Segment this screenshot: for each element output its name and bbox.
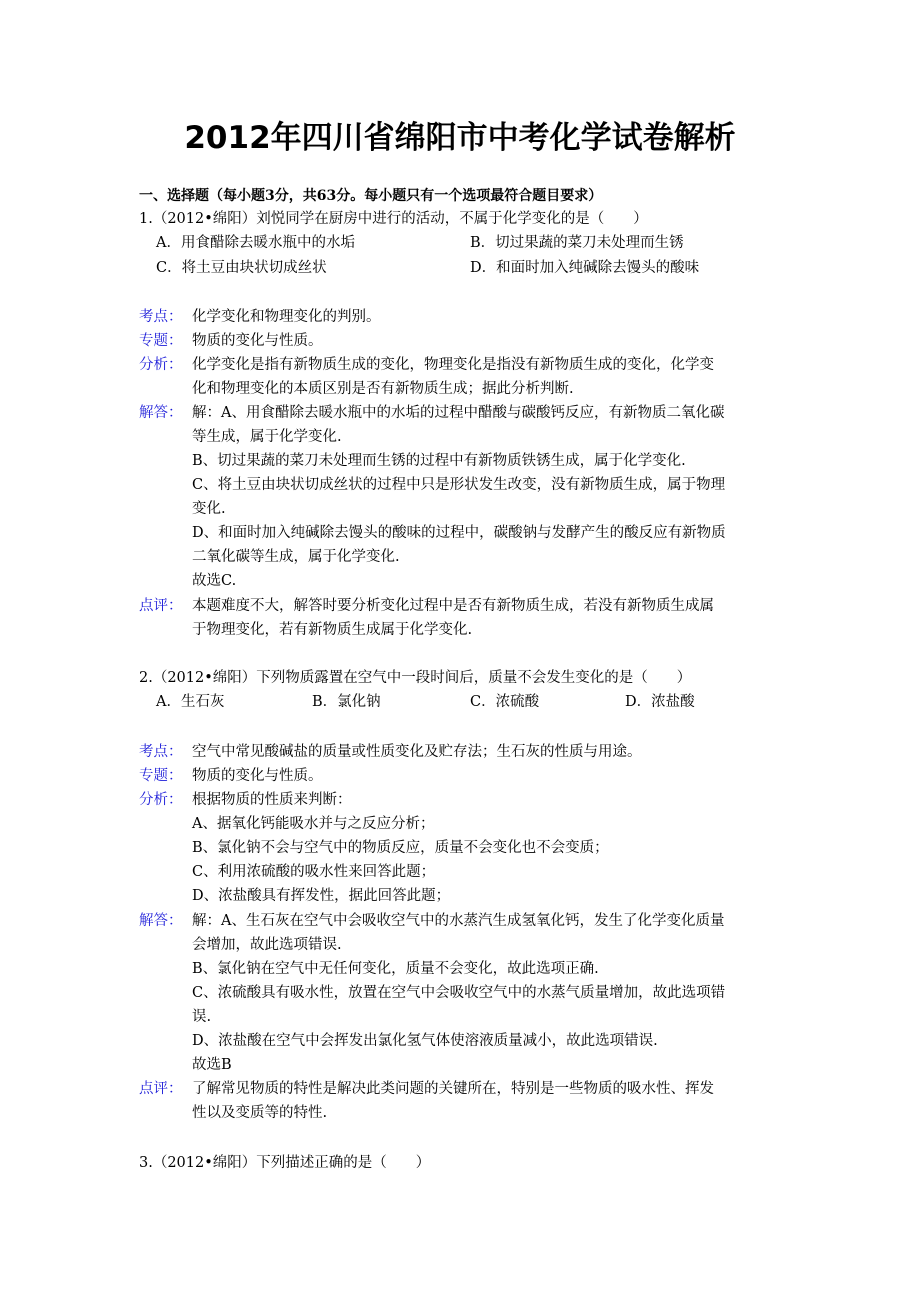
q2-option-d: D．浓盐酸 [625,694,695,710]
q1-option-b: B．切过果蔬的菜刀未处理而生锈 [470,235,684,251]
q2-option-b: B．氯化钠 [312,694,381,710]
q2-option-a: A．生石灰 [156,694,225,710]
q1-zhuanti-label: 专题： [139,333,183,349]
q2-fenxi-line: A、据氧化钙能吸水并与之反应分析； [192,816,435,832]
q1-jieda-line: D、和面时加入纯碱除去馒头的酸味的过程中，碳酸钠与发酵产生的酸反应有新物质 [192,525,726,541]
q2-fenxi-line: B、氯化钠不会与空气中的物质反应，质量不会变化也不会变质； [192,840,609,856]
q1-jieda-line: C、将土豆由块状切成丝状的过程中只是形状发生改变，没有新物质生成，属于物理 [192,477,726,493]
q2-fenxi-line: C、利用浓硫酸的吸水性来回答此题； [192,864,436,880]
q1-option-d: D．和面时加入纯碱除去馒头的酸味 [470,260,700,276]
q1-dianping-line: 于物理变化，若有新物质生成属于化学变化. [192,622,473,638]
q1-jieda-line: 变化. [192,501,226,517]
q2-zhuanti: 物质的变化与性质。 [192,768,323,784]
q2-dianping-label: 点评： [139,1081,183,1097]
q1-kaodian-label: 考点： [139,309,183,325]
q1-kaodian: 化学变化和物理变化的判别。 [192,309,381,325]
q1-jieda-line: 故选C. [192,573,237,589]
q1-fenxi-line: 化学变化是指有新物质生成的变化，物理变化是指没有新物质生成的变化，化学变 [192,357,714,373]
q1-fenxi-line: 化和物理变化的本质区别是否有新物质生成；据此分析判断. [192,381,574,397]
q2-jieda-label: 解答： [139,913,183,929]
q2-jieda-line: B、氯化钠在空气中无任何变化，质量不会变化，故此选项正确. [192,961,599,977]
q1-jieda-line: 解：A、用食醋除去暖水瓶中的水垢的过程中醋酸与碳酸钙反应，有新物质二氧化碳 [192,405,725,421]
q2-dianping-line: 性以及变质等的特性. [192,1105,328,1121]
q2-option-c: C．浓硫酸 [470,694,540,710]
q2-kaodian-label: 考点： [139,744,183,760]
q2-jieda-line: 误. [192,1009,212,1025]
question-2-stem: 2.（2012•绵阳）下列物质露置在空气中一段时间后，质量不会发生变化的是（ ） [139,670,692,686]
question-1-stem: 1.（2012•绵阳）刘悦同学在厨房中进行的活动，不属于化学变化的是（ ） [139,211,648,227]
question-3-stem: 3.（2012•绵阳）下列描述正确的是（ ） [139,1155,431,1171]
q2-jieda-line: C、浓硫酸具有吸水性，放置在空气中会吸收空气中的水蒸气质量增加，故此选项错 [192,985,726,1001]
q2-dianping-line: 了解常见物质的特性是解决此类问题的关键所在，特别是一些物质的吸水性、挥发 [192,1081,714,1097]
q2-zhuanti-label: 专题： [139,768,183,784]
document-title: 2012年四川省绵阳市中考化学试卷解析 [184,120,736,156]
q1-option-c: C．将土豆由块状切成丝状 [156,260,327,276]
section-heading: 一、选择题（每小题3分，共63分。每小题只有一个选项最符合题目要求） [139,188,603,204]
q2-fenxi-line: D、浓盐酸具有挥发性，据此回答此题； [192,888,451,904]
q1-jieda-line: B、切过果蔬的菜刀未处理而生锈的过程中有新物质铁锈生成，属于化学变化. [192,453,686,469]
q2-jieda-line: 会增加，故此选项错误. [192,937,342,953]
q1-jieda-line: 二氧化碳等生成，属于化学变化. [192,549,400,565]
q1-jieda-line: 等生成，属于化学变化. [192,429,342,445]
q2-jieda-line: 解：A、生石灰在空气中会吸收空气中的水蒸汽生成氢氧化钙，发生了化学变化质量 [192,913,725,929]
q1-fenxi-label: 分析： [139,357,183,373]
q1-jieda-label: 解答： [139,405,183,421]
q1-dianping-line: 本题难度不大，解答时要分析变化过程中是否有新物质生成，若没有新物质生成属 [192,598,714,614]
q2-jieda-line: D、浓盐酸在空气中会挥发出氯化氢气体使溶液质量减小，故此选项错误. [192,1033,658,1049]
q2-jieda-line: 故选B [192,1057,232,1073]
q1-dianping-label: 点评： [139,598,183,614]
q2-kaodian: 空气中常见酸碱盐的质量或性质变化及贮存法；生石灰的性质与用途。 [192,744,642,760]
q1-zhuanti: 物质的变化与性质。 [192,333,323,349]
q2-fenxi-line: 根据物质的性质来判断： [192,792,352,808]
q1-option-a: A．用食醋除去暖水瓶中的水垢 [156,235,355,251]
q2-fenxi-label: 分析： [139,792,183,808]
